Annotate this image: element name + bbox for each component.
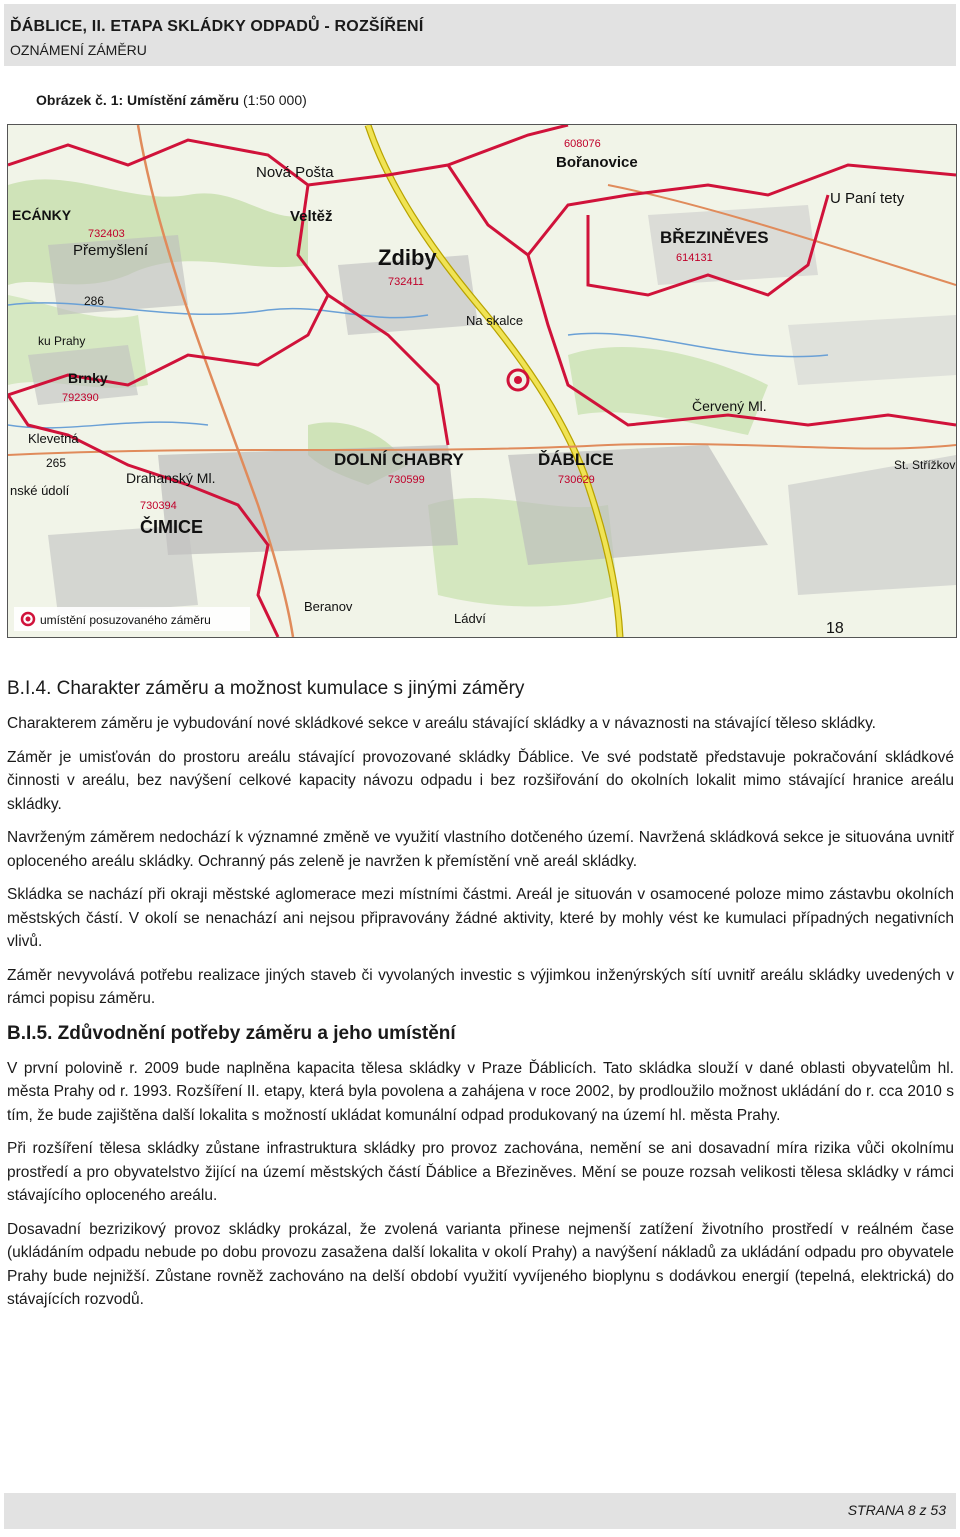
paragraph: Skládka se nachází při okraji městské aglomerace mezi místními částmi. Areál je situován v osamocené poloze mimo zástavbu okolních městských částí. V okolí se nenachází ani nejsou připravovány žádné aktivity, které by mohly vést ke kumulaci případných negativních vlivů.	[7, 886, 954, 950]
map-code-dablice: 730629	[558, 474, 595, 486]
page-number: STRANA 8 z 53	[847, 1502, 946, 1518]
map-code-zdiby: 732411	[388, 276, 424, 288]
paragraph: V první polovině r. 2009 bude naplněna kapacita tělesa skládky v Praze Ďáblicích. Tato skládka slouží v dané oblasti obyvatelům hl. města Prahy od r. 1993. Rozšíření II. etapy, která byla povolena a zahájena v roce 2002, by prodloužilo možnost ukládání do r. cca 2010 s tím, že bude zajištěna další lokalita s možností ukládat komunální odpad produkovaný na území hl. města Prahy.	[7, 1059, 954, 1124]
map-label-na-skalce: Na skalce	[466, 313, 524, 328]
map-label-u-pani-tety: U Paní tety	[830, 190, 905, 207]
map-label-boranovice: Bořanovice	[556, 154, 638, 171]
paragraph: Charakterem záměru je vybudování nové skládkové sekce v areálu stávající skládky a v návaznosti na stávající těleso skládky.	[7, 715, 876, 732]
map-code-brezineves: 614131	[676, 252, 713, 264]
section-heading-b14: B.I.4. Charakter záměru a možnost kumulace s jinými záměry	[7, 678, 525, 699]
map-svg	[8, 125, 956, 637]
paragraph: Dosavadní bezrizikový provoz skládky prokázal, že zvolená varianta přinese nejmenší zatížení životního prostředí v reálném čase (ukládáním odpadu nebude po dobu provozu zasažena další lokalita v okolí Prahy) a navýšení nákladů za ukládání odpadu pro obyvatele Prahy bude nejnižší. Zůstane rovněž zachováno na delší období využití vyvíjeného bioplynu s dodávkou energií (tepelná, elektrická) do stávajících rozvodů.	[7, 1220, 954, 1308]
map-label-drahansky-ml: Drahanský Ml.	[126, 470, 216, 486]
map-label-premysleni: Přemyšlení	[73, 242, 149, 259]
location-map	[7, 124, 957, 638]
map-label-18: 18	[826, 620, 844, 637]
paragraph: Navrženým záměrem nedochází k významné změně ve využití vlastního dotčeného území. Navržená skládková sekce je situována uvnitř oploceného areálu skládky. Ochranný pás zeleně je navržen k přemístění vně areál skládky.	[7, 829, 954, 870]
map-label-265: 265	[46, 456, 67, 470]
map-label-286: 286	[84, 294, 105, 308]
header-band	[4, 4, 956, 66]
paragraph: Záměr je umisťován do prostoru areálu stávající provozované skládky Ďáblice. Ve své podstatě představuje pokračování skládkové činnosti v areálu, bez navýšení celkové kapacity návozu odpadu i bez rozšiřování do okolních lokalit mimo stávající hranice areálu skládky.	[7, 748, 954, 813]
map-label-dolni-chabry: DOLNÍ CHABRY	[334, 450, 464, 469]
map-label-nova-posta: Nová Pošta	[256, 164, 334, 181]
map-label-ecanky: ECÁNKY	[12, 207, 72, 223]
map-label-ku-prahy: ku Prahy	[38, 334, 86, 348]
section-heading-b15: B.I.5. Zdůvodnění potřeby záměru a jeho umístění	[7, 1022, 456, 1044]
map-label-beranov: Beranov	[304, 599, 353, 614]
map-label-brnky: Brnky	[68, 370, 108, 386]
map-label-st-strizkov: St. Střížkov	[894, 458, 956, 472]
map-code-brnky: 792390	[62, 392, 99, 404]
paragraph: Při rozšíření tělesa skládky zůstane infrastruktura skládky pro provoz zachována, nemění se ani dosavadní míra rizika vůči okolnímu prostředí a pro obyvatelstvo žijící na území městských částí Ďáblice a Březiněves. Mění se pouze rozsah velikosti tělesa skládky v rámci stávajícího oploceného areálu.	[7, 1140, 954, 1204]
document-title: ĎÁBLICE, II. ETAPA SKLÁDKY ODPADŮ - ROZŠÍŘENÍ	[10, 18, 424, 35]
map-legend-label: umístění posuzovaného záměru	[40, 613, 211, 627]
figure-caption-title: Obrázek č. 1: Umístění záměru	[36, 92, 240, 108]
figure-caption-scale: (1:50 000)	[242, 92, 307, 108]
map-code-dolni-chabry: 730599	[388, 474, 425, 486]
map-label-veltez: Veltěž	[290, 208, 333, 225]
map-label-cerveny-ml: Červený Ml.	[692, 398, 767, 414]
document-subtitle: OZNÁMENÍ ZÁMĚRU	[10, 42, 147, 58]
map-label-dablice: ĎÁBLICE	[538, 450, 614, 469]
map-label-nske-udoli: nské údolí	[10, 483, 70, 498]
figure-caption	[36, 92, 307, 108]
footer-band	[4, 1493, 956, 1529]
map-label-cimice: ČIMICE	[140, 517, 203, 537]
map-label-zdiby: Zdiby	[378, 245, 437, 270]
map-label-ladvi: Ládví	[454, 611, 486, 626]
map-label-klevetna: Klevetná	[28, 431, 79, 446]
paragraph: Záměr nevyvolává potřebu realizace jiných staveb či vyvolaných investic s výjimkou inženýrských sítí uvnitř areálu skládky uvedených v rámci popisu záměru.	[7, 966, 954, 1007]
map-label-brezineves: BŘEZINĚVES	[660, 228, 769, 247]
map-code-premysleni: 732403	[88, 228, 125, 240]
map-code-cimice: 730394	[140, 500, 177, 512]
document-body	[7, 676, 954, 1322]
map-code-boranovice: 608076	[564, 138, 601, 150]
